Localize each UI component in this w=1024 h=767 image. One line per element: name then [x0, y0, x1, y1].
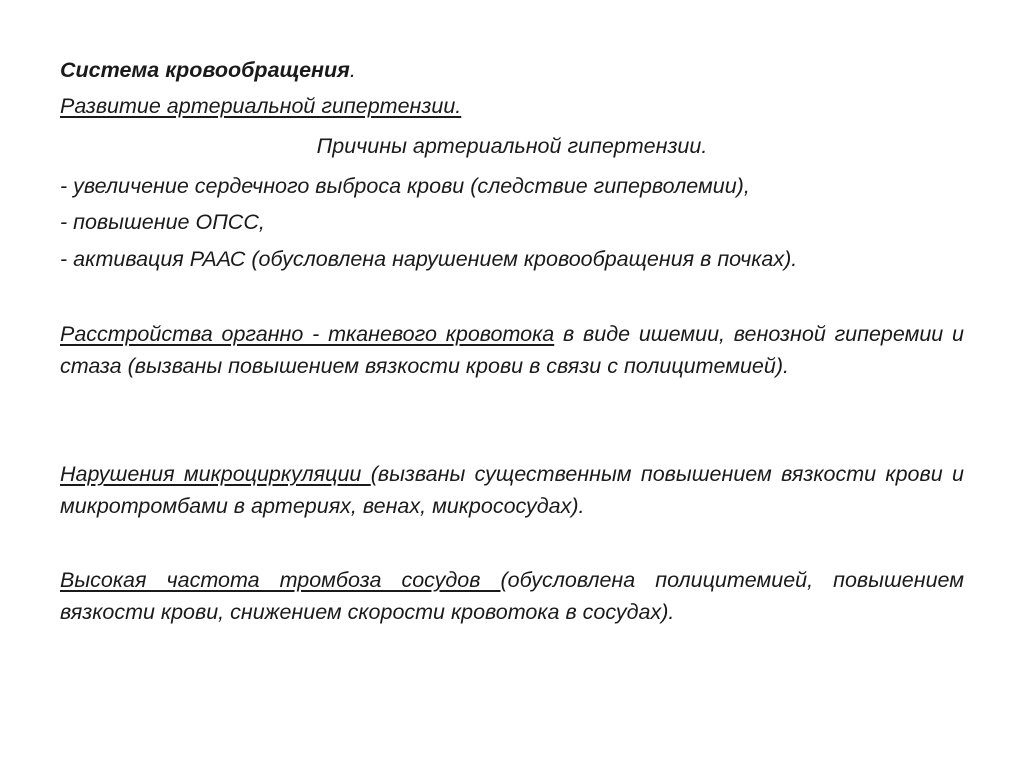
section-text: в виде ишемии, венозной гиперемии и стаза (вызваны повышением вязкости крови в связи с полицитемией). — [60, 322, 965, 378]
section-text: (обусловлена полицитемией, повышением вязкости крови, снижением скорости кровотока в сосудах). — [60, 568, 965, 624]
causes-heading: Причины артериальной гипертензии. — [316, 134, 708, 158]
section-term: Высокая частота тромбоза сосудов — [60, 568, 501, 592]
cause-item: - повышение ОПСС, — [60, 210, 265, 234]
cause-item: - активация РААС (обусловлена нарушением кровообращения в почках). — [60, 247, 798, 271]
title-text: Система кровообращения — [60, 58, 350, 82]
section-paragraph — [60, 564, 964, 628]
section-term: Расстройства органно - тканевого кровотока — [60, 322, 555, 346]
section-paragraph — [60, 318, 964, 382]
page-subtitle: Развитие артериальной гипертензии. — [60, 94, 462, 118]
section-term: Нарушения микроциркуляции — [60, 462, 371, 486]
section-paragraph — [60, 458, 964, 522]
section-text: (вызваны существенным повышением вязкости крови и микротромбами в артериях, венах, микрососудах). — [60, 462, 964, 518]
cause-item: - увеличение сердечного выброса крови (следствие гиперволемии), — [60, 174, 750, 198]
title-suffix: . — [349, 58, 356, 82]
page-title — [60, 54, 964, 86]
